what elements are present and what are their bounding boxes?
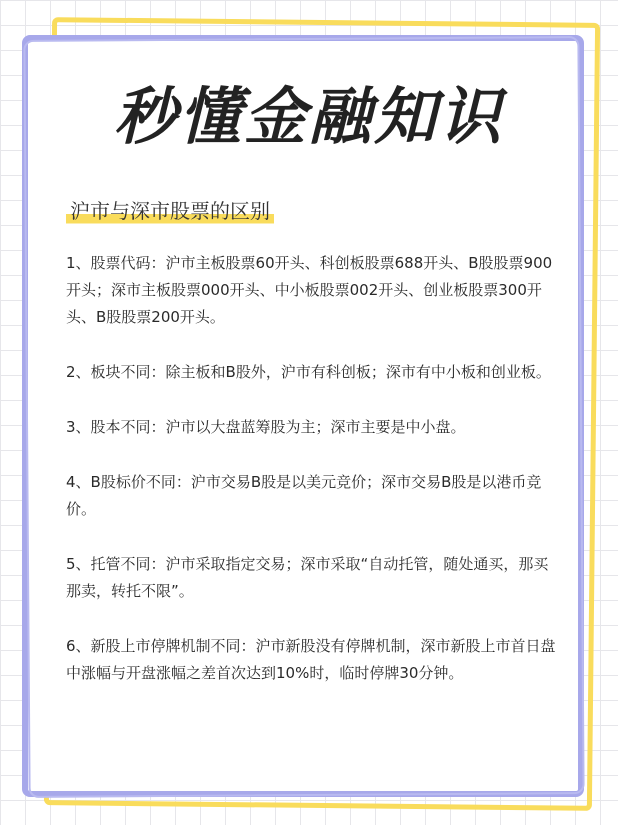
page-title: 秒懂金融知识 <box>113 80 504 153</box>
list-item: 6、新股上市停牌机制不同：沪市新股没有停牌机制，深市新股上市首日盘中涨幅与开盘涨幅之差首次达到10%时，临时停牌30分钟。 <box>66 637 556 682</box>
list-item: 5、托管不同：沪市采取指定交易；深市采取“自动托管，随处通买，那买那卖，转托不限”。 <box>66 555 549 600</box>
list-item: 2、板块不同：除主板和B股外，沪市有科创板；深市有中小板和创业板。 <box>66 363 551 381</box>
list-item: 1、股票代码：沪市主板股票60开头、科创板股票688开头、B股股票900开头；深市主板股票000开头、中小板股票002开头、创业板股票300开头、B股股票200开头。 <box>66 254 553 326</box>
list-item: 3、股本不同：沪市以大盘蓝筹股为主；深市主要是中小盘。 <box>66 418 466 436</box>
section-subtitle: 沪市与深市股票的区别 <box>66 196 274 226</box>
difference-list <box>66 250 558 715</box>
list-item: 4、B股标价不同：沪市交易B股是以美元竞价；深市交易B股是以港币竞价。 <box>66 473 542 518</box>
